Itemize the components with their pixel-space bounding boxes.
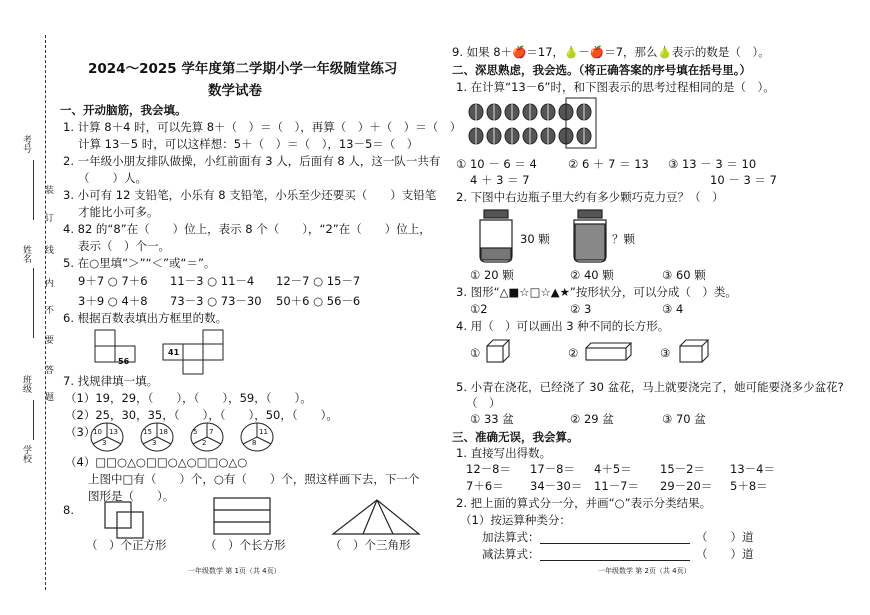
compare-item: 73－3 ○ 73－30 xyxy=(170,294,262,308)
wheel-circle xyxy=(240,422,274,452)
choice-3-option-3: ③ 4 xyxy=(662,302,684,316)
question-7-4-text: 上图中□有（ ）个，○有（ ）个，照这样画下去，下一个 xyxy=(88,472,420,486)
calc-item: 5＋8＝ xyxy=(730,479,768,493)
question-6: 6. 根据百数表填出方框里的数。 xyxy=(63,311,228,325)
triangles-figure xyxy=(333,500,423,540)
question-5: 5. 在○里填“＞”“＜”或“＝”。 xyxy=(63,256,216,270)
question-7: 7. 找规律填一填。 xyxy=(63,374,159,388)
addition-answer-line[interactable] xyxy=(540,543,690,544)
compare-item: 3＋9 ○ 4＋8 xyxy=(78,294,148,308)
calc-item: 13－4＝ xyxy=(730,462,775,476)
calc-item: 11－7＝ xyxy=(594,479,639,493)
choice-2-option-1: ① 20 颗 xyxy=(470,268,514,282)
wheel-circle xyxy=(140,422,174,452)
page-footer-right: 一年级数学 第 2页（共 4页） xyxy=(598,567,691,575)
calc-item: 34－30＝ xyxy=(530,479,583,493)
choice-1-option-2: ② 6 ＋ 7 ＝ 13 xyxy=(568,157,649,171)
q8-rectangles-answer: （ ）个长方形 xyxy=(205,538,286,552)
wheel-number: 3 xyxy=(102,439,107,447)
question-2a: 2. 一年级小朋友排队做操，小红前面有 3 人，后面有 8 人，这一队一共有 xyxy=(63,154,441,168)
choice-5-option-1: ① 33 盆 xyxy=(470,412,514,426)
choice-1-option-3: ③ 13 － 3 ＝ 10 xyxy=(668,157,757,171)
cuboid-shape xyxy=(680,340,714,364)
calc-2: 2. 把上面的算式分一分，并画“○”表示分类结果。 xyxy=(456,496,712,510)
jar-1-label: 30 颗 xyxy=(520,232,550,246)
calc-1: 1. 直接写出得数。 xyxy=(456,446,552,460)
section-2-heading: 二、深思熟虑，我会选。（将正确答案的序号填在括号里。） xyxy=(452,63,751,77)
margin-bu: 不 xyxy=(43,305,53,314)
choice-5-paren: （ ） xyxy=(466,396,501,410)
margin-xingming: 姓名 xyxy=(21,245,31,263)
margin-ding: 订 xyxy=(43,213,53,222)
choice-2-option-2: ② 40 颗 xyxy=(570,268,614,282)
cube-shape xyxy=(487,340,517,364)
wheel-number: 11 xyxy=(259,428,268,436)
pattern-wheel xyxy=(140,422,174,452)
wheel-number: 10 xyxy=(93,428,102,436)
margin-da: 答 xyxy=(43,365,53,374)
calc-item: 15－2＝ xyxy=(660,462,705,476)
choice-5: 5. 小青在浇花，已经浇了 30 盆花，马上就要浇完了，她可能要浇多少盆花? xyxy=(456,380,844,394)
calc-item: 17－8＝ xyxy=(530,462,575,476)
wheel-circle xyxy=(190,422,224,452)
compare-item: 12－7 ○ 15－7 xyxy=(276,274,361,288)
section-3-heading: 三、准确无误，我会算。 xyxy=(452,430,579,444)
hundred-chart-56: 56 xyxy=(118,357,130,366)
subtraction-label: 减法算式： xyxy=(482,547,540,561)
question-2b: （ ）人。 xyxy=(78,171,147,185)
margin-zhuang: 装 xyxy=(43,185,53,194)
question-7-4: （4）□□○△○□□○△○□□○△○ xyxy=(65,455,248,469)
margin-banji: 班级 xyxy=(21,375,31,393)
pattern-wheel xyxy=(90,422,124,452)
choice-1: 1. 在计算“13－6”时，和下图表示的思考过程相同的是（ ）。 xyxy=(456,80,775,94)
margin-ti: 题 xyxy=(43,392,53,401)
wheel-number: 7 xyxy=(209,428,214,436)
wheel-circle xyxy=(90,422,124,452)
pattern-wheel xyxy=(190,422,224,452)
question-7-1: （1）19，29，（ ），（ ），59，（ ）。 xyxy=(65,391,312,405)
compare-item: 50＋6 ○ 56－6 xyxy=(276,294,361,308)
choice-1-option-1: ① 10 － 6 ＝ 4 xyxy=(456,157,537,171)
calc-item: 29－20＝ xyxy=(660,479,713,493)
question-7-2: （2）25，30，35，（ ），（ ），50，（ ）。 xyxy=(65,408,338,422)
calc-item: 12－8＝ xyxy=(466,462,511,476)
rectangles-figure xyxy=(214,498,274,538)
calc-2-sub-1: （1）按运算种类分： xyxy=(460,513,571,527)
choice-2: 2. 下图中右边瓶子里大约有多少颗巧克力豆？（ ） xyxy=(456,190,724,204)
exam-subtitle: 数学试卷 xyxy=(208,83,262,99)
subtraction-answer-line[interactable] xyxy=(540,560,690,561)
margin-kaohao: 考号 xyxy=(21,135,31,153)
subtraction-count: （ ）道 xyxy=(696,547,754,561)
choice-4: 4. 用（ ）可以画出 3 种不同的长方形。 xyxy=(456,319,670,333)
page-footer-left: 一年级数学 第 1页（共 4页） xyxy=(188,567,281,575)
question-3a: 3. 小可有 12 支铅笔，小乐有 8 支铅笔，小乐至少还要买（ ）支铅笔 xyxy=(63,188,437,202)
wheel-number: 3 xyxy=(152,439,157,447)
calc-item: 4＋5＝ xyxy=(594,462,632,476)
question-8: 8. xyxy=(63,503,74,517)
question-4a: 4. 82 的“8”在（ ）位上，表示 8 个（ ），“2”在（ ）位上， xyxy=(63,222,431,236)
long-cuboid-shape xyxy=(586,343,636,363)
choice-4-option-2: ② xyxy=(568,346,579,360)
choice-4-option-1: ① xyxy=(470,346,481,360)
addition-label: 加法算式： xyxy=(482,530,540,544)
margin-yao: 要 xyxy=(43,335,53,344)
jars-figure xyxy=(478,208,678,268)
question-1b: 计算 13－5 时，可以这样想：5＋（ ）＝（ ），13－5＝（ ） xyxy=(78,137,419,151)
choice-3: 3. 图形“△■☆□☆▲★”按形状分，可以分成（ ）类。 xyxy=(456,285,737,299)
choice-3-option-2: ② 3 xyxy=(570,302,592,316)
question-9: 9. 如果 8＋🍎＝17，🍐－🍎＝7，那么🍐表示的数是（ ）。 xyxy=(452,45,770,59)
calc-item: 7＋6＝ xyxy=(466,479,504,493)
question-1a: 1. 计算 8＋4 时，可以先算 8＋（ ）＝（ ），再算（ ）＋（ ）＝（ ） xyxy=(63,120,462,134)
lantern-grid-figure xyxy=(468,98,598,150)
margin-xuexiao: 学校 xyxy=(21,445,31,463)
wheel-number: 2 xyxy=(202,439,207,447)
choice-4-option-3: ③ xyxy=(660,346,671,360)
question-7-3: （3） xyxy=(65,425,96,439)
choice-1-option-3b: 10 － 3 ＝ 7 xyxy=(710,173,777,187)
wheel-number: 18 xyxy=(159,428,168,436)
choice-5-option-3: ③ 70 盆 xyxy=(662,412,706,426)
q8-squares-answer: （ ）个正方形 xyxy=(86,538,167,552)
hundred-chart-41: 41 xyxy=(168,348,180,357)
margin-xian: 线 xyxy=(43,245,53,254)
margin-nei: 内 xyxy=(43,278,53,287)
jar-2-label: ？颗 xyxy=(612,232,635,246)
pattern-wheel xyxy=(240,422,274,452)
compare-item: 9＋7 ○ 7＋6 xyxy=(78,274,148,288)
section-1-heading: 一、开动脑筋，我会填。 xyxy=(60,103,187,117)
choice-5-option-2: ② 29 盆 xyxy=(570,412,614,426)
question-4b: 表示（ ）个一。 xyxy=(78,239,170,253)
q8-triangles-answer: （ ）个三角形 xyxy=(330,538,411,552)
wheel-number: 13 xyxy=(109,428,118,436)
exam-title: 2024～2025 学年度第二学期小学一年级随堂练习 xyxy=(88,61,398,77)
choice-2-option-3: ③ 60 颗 xyxy=(662,268,706,282)
wheel-number: 8 xyxy=(252,439,257,447)
choice-1-option-1b: 4 ＋ 3 ＝ 7 xyxy=(470,173,530,187)
compare-item: 11－3 ○ 11－4 xyxy=(170,274,255,288)
question-3b: 才能比小可多。 xyxy=(78,205,159,219)
question-7-4-text-2: 图形是（ ）。 xyxy=(88,489,175,503)
addition-count: （ ）道 xyxy=(696,530,754,544)
wheel-number: 5 xyxy=(193,428,198,436)
wheel-number: 15 xyxy=(143,428,152,436)
overlapping-squares-figure xyxy=(105,502,155,540)
choice-3-option-1: ①2 xyxy=(470,302,488,316)
